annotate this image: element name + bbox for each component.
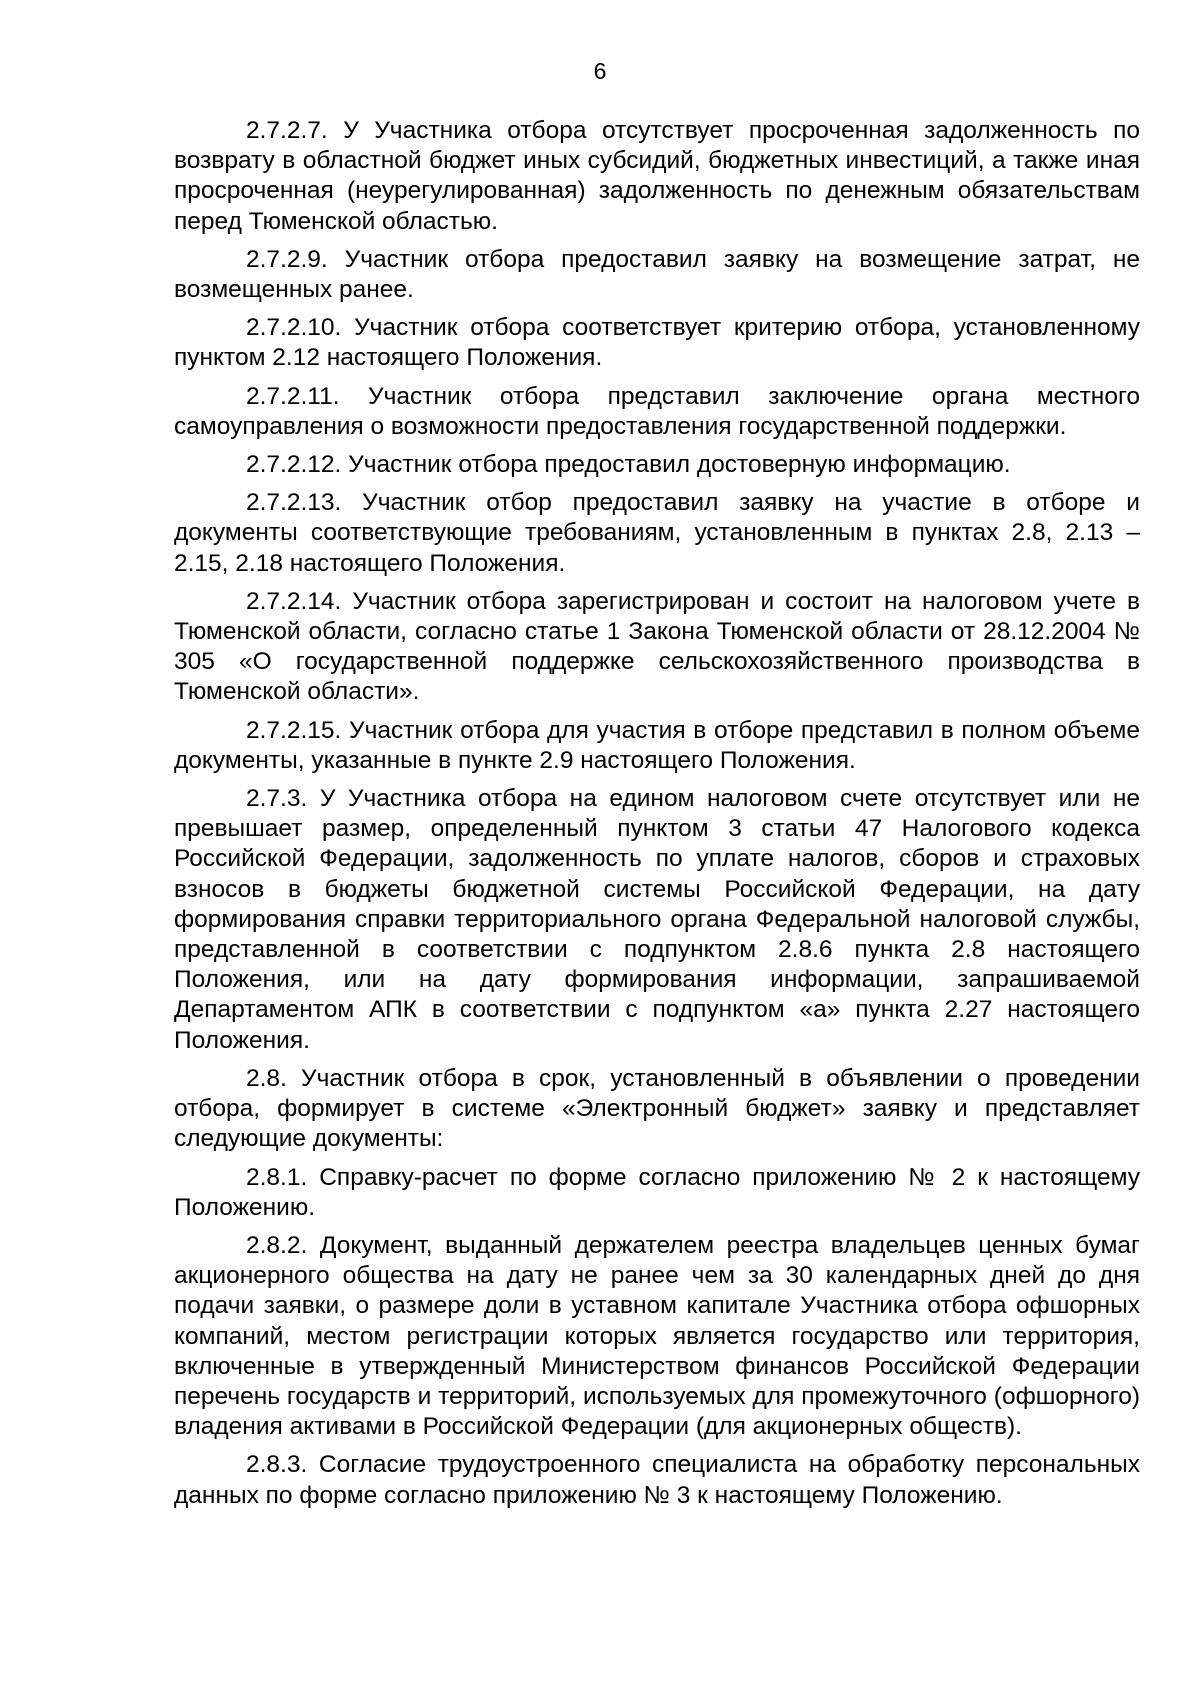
paragraph-2-8: 2.8. Участник отбора в срок, установленный в объявлении о проведении отбора, формирует в системе «Электронный бюджет» заявку и представляет следующие документы: <box>174 1064 1140 1153</box>
paragraph-2-7-2-13: 2.7.2.13. Участник отбор предоставил заявку на участие в отборе и документы соответствующие требованиям, установленным в пунктах 2.8, 2.13 – 2.15, 2.18 настоящего Положения. <box>174 489 1140 577</box>
paragraph-2-7-2-15: 2.7.2.15. Участник отбора для участия в отборе представил в полном объеме документы, указанные в пункте 2.9 настоящего Положения. <box>174 716 1140 774</box>
paragraph-2-7-2-11: 2.7.2.11. Участник отбора представил заключение органа местного самоуправления о возможности предоставления государственной поддержки. <box>174 382 1140 440</box>
paragraph-2-8-2: 2.8.2. Документ, выданный держателем реестра владельцев ценных бумаг акционерного общества на дату не ранее чем за 30 календарных дней до дня подачи заявки, о размере доли в уставном капитале Участника отбора офшорных компаний, местом регистрации которых является государство или территория, включенные в утвержденный Министерством финансов Российской Федерации перечень государств и территорий, используемых для промежуточного (офшорного) владения активами в Российской Федерации (для акционерных обществ). <box>174 1231 1140 1441</box>
page-number: 6 <box>593 58 607 84</box>
paragraph-2-7-2-10: 2.7.2.10. Участник отбора соответствует критерию отбора, установленному пунктом 2.12 настоящего Положения. <box>174 314 1140 372</box>
paragraph-2-8-3: 2.8.3. Согласие трудоустроенного специалиста на обработку персональных данных по форме согласно приложению № 3 к настоящему Положению. <box>174 1451 1140 1509</box>
paragraph-2-8-1: 2.8.1. Справку-расчет по форме согласно приложению № 2 к настоящему Положению. <box>174 1163 1140 1221</box>
paragraph-2-7-2-7: 2.7.2.7. У Участника отбора отсутствует просроченная задолженность по возврату в областной бюджет иных субсидий, бюджетных инвестиций, а также иная просроченная (неурегулированная) задолженность по денежным обязательствам перед Тюменской областью. <box>174 117 1140 235</box>
paragraph-2-7-2-9: 2.7.2.9. Участник отбора предоставил заявку на возмещение затрат, не возмещенных ранее. <box>174 245 1140 304</box>
paragraph-2-7-2-12: 2.7.2.12. Участник отбора предоставил достоверную информацию. <box>246 451 1011 479</box>
paragraph-2-7-3: 2.7.3. У Участника отбора на едином налоговом счете отсутствует или не превышает размер, определенный пунктом 3 статьи 47 Налогового кодекса Российской Федерации, задолженность по уплате налогов, сборов и страховых взносов в бюджеты бюджетной системы Российской Федерации, на дату формирования справки территориального органа Федеральной налоговой службы, представленной в соответствии с подпунктом 2.8.6 пункта 2.8 настоящего Положения, или на дату формирования информации, запрашиваемой Департаментом АПК в соответствии с подпунктом «а» пункта 2.27 настоящего Положения. <box>174 785 1140 1054</box>
paragraph-2-7-2-14: 2.7.2.14. Участник отбора зарегистрирован и состоит на налоговом учете в Тюменской области, согласно статье 1 Закона Тюменской области от 28.12.2004 № 305 «О государственной поддержке сельскохозяйственного производства в Тюменской области». <box>174 587 1140 706</box>
document-body <box>174 116 1140 1519</box>
